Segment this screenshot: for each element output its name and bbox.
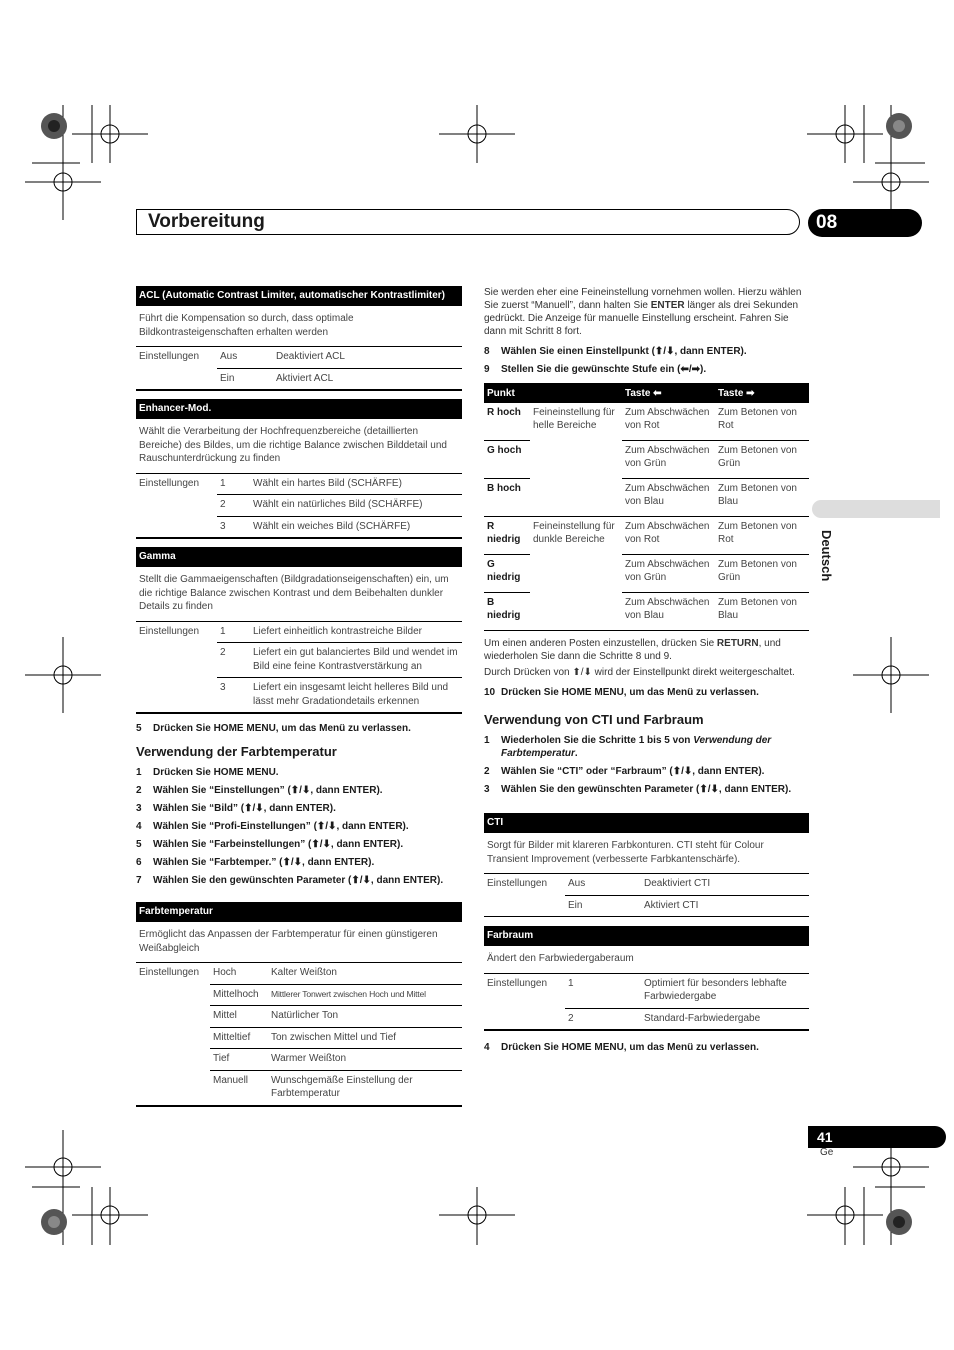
- right-column: [484, 286, 809, 1059]
- cti-step: 2 Wählen Sie “CTI” oder “Farbraum” (⬆/⬇, dann ENTER).: [484, 766, 765, 777]
- cti-title: CTI: [484, 813, 809, 833]
- farbraum-title: Farbraum: [484, 926, 809, 946]
- cti-settings-table: Einstellungen Aus Deaktiviert CTI Ein Aktiviert CTI: [484, 874, 809, 917]
- gamma-settings-table: Einstellungen 1 Liefert einheitlich kontrastreiche Bilder 2 Liefert ein gut balanciertes Bild und wendet im Bild eine feine Kontrastverstärkung an 3 Liefert ein insgesamt leicht helleres Bild und lässt mehr Gradationdetails erkennen: [136, 622, 462, 715]
- acl-settings-table: Einstellungen Aus Deaktiviert ACL Ein Aktiviert ACL: [136, 347, 462, 391]
- acl-desc: Führt die Kompensation so durch, dass optimale Bildkontrasteigenschaften erhalten werden: [136, 306, 462, 347]
- gamma-title: Gamma: [136, 547, 462, 567]
- farb-step: 7 Wählen Sie den gewünschten Parameter (⬆/⬇, dann ENTER).: [136, 875, 444, 886]
- step-5: 5 Drücken Sie HOME MENU, um das Menü zu verlassen.: [136, 723, 411, 734]
- cti-step-1: 1 Wiederholen Sie die Schritte 1 bis 5 von Verwendung der Farbtemperatur.: [484, 735, 772, 759]
- farbraum-settings-table: Einstellungen 1 Optimiert für besonders lebhafte Farbwiedergabe 2 Standard-Farbwiedergabe: [484, 974, 809, 1032]
- farb-step: 1 Drücken Sie HOME MENU.: [136, 767, 279, 778]
- farb-step: 5 Wählen Sie “Farbeinstellungen” (⬆/⬇, dann ENTER).: [136, 839, 404, 850]
- enhancer-settings-table: Einstellungen 1 Wählt ein hartes Bild (SCHÄRFE) 2 Wählt ein natürliches Bild (SCHÄRFE) 3 Wählt ein weiches Bild (SCHÄRFE): [136, 474, 462, 540]
- return-note: Um einen anderen Posten einzustellen, drücken Sie RETURN, und wiederholen Sie dann die Schritte 8 und 9.: [484, 638, 781, 662]
- chapter-number: 08: [808, 209, 922, 237]
- farb-step: 3 Wählen Sie “Bild” (⬆/⬇, dann ENTER).: [136, 803, 336, 814]
- cti-step: 3 Wählen Sie den gewünschten Parameter (⬆/⬇, dann ENTER).: [484, 784, 792, 795]
- enhancer-title: Enhancer-Mod.: [136, 399, 462, 419]
- enhancer-desc: Wählt die Verarbeitung der Hochfrequenzbereiche (detaillierten Bereiche) des Bildes, um die richtige Balance zwischen Bilddetail und Rauschunterdrückung zu finden: [136, 419, 462, 474]
- punkt-table: Punkt Taste ⬅ Taste ➡ R hoch Feineinstellung für helle Bereiche Zum Abschwächen von Rot Zum Betonen von Rot G hoch Zum Abschwächen von Grün Zum Betonen von Grün B hoch Zum Abschwächen von Blau Zum Betonen von Blau R niedrig Feineinstellung für dunkle Bereiche Zum Abschwächen von Rot Zum Betonen von Rot G niedrig Zum Abschwächen von Grün Zum Betonen von Grün B niedrig Zum Abschwächen von Blau Zum Betonen von Blau: [484, 383, 809, 631]
- step-9: 9 Stellen Sie die gewünschte Stufe ein (⬅/➡).: [484, 364, 707, 375]
- farb-step: 2 Wählen Sie “Einstellungen” (⬆/⬇, dann ENTER).: [136, 785, 383, 796]
- left-column: [136, 286, 462, 1107]
- farbtemp-desc: Ermöglicht das Anpassen der Farbtemperatur für einen günstigeren Weißabgleich: [136, 922, 462, 963]
- step-10: 10 Drücken Sie HOME MENU, um das Menü zu verlassen.: [484, 687, 759, 698]
- manual-intro: Sie werden eher eine Feineinstellung vornehmen wollen. Hierzu wählen Sie zuerst “Manuell”, dann halten Sie ENTER länger als drei Sekunden gedrückt. Die Anzeige für manuelle Einstellung erscheint. Fahren Sie dann mit Schritt 8 fort.: [484, 287, 802, 337]
- step-4: 4 Drücken Sie HOME MENU, um das Menü zu verlassen.: [484, 1042, 759, 1053]
- step-8: 8 Wählen Sie einen Einstellpunkt (⬆/⬇, dann ENTER).: [484, 346, 747, 357]
- farbtemp-heading: Verwendung der Farbtemperatur: [136, 744, 337, 759]
- page-lang-code: Ge: [820, 1147, 834, 1158]
- language-tab: [812, 500, 940, 518]
- farbraum-desc: Ändert den Farbwiedergaberaum: [484, 946, 809, 974]
- acl-title: ACL (Automatic Contrast Limiter, automatischer Kontrastlimiter): [136, 286, 462, 306]
- gamma-desc: Stellt die Gammaeigenschaften (Bildgradationseigenschaften) ein, um die richtige Balance zwischen Kontrast und dem Beibehalten dunkler Details zu finden: [136, 567, 462, 622]
- cti-heading: Verwendung von CTI und Farbraum: [484, 712, 704, 727]
- page-number: 41: [808, 1126, 946, 1148]
- farb-step: 6 Wählen Sie “Farbtemper.” (⬆/⬇, dann ENTER).: [136, 857, 375, 868]
- cti-desc: Sorgt für Bilder mit klareren Farbkonturen. CTI steht für Colour Transient Improvement (verbesserte Farbkantenschärfe).: [484, 833, 809, 874]
- farbtemp-title: Farbtemperatur: [136, 902, 462, 922]
- page-title: Vorbereitung: [148, 211, 265, 232]
- farbtemp-settings-table: Einstellungen Hoch Kalter Weißton Mittelhoch Mittlerer Tonwert zwischen Hoch und Mittel Mittel Natürlicher Ton Mitteltief Ton zwischen Mittel und Tief Tief Warmer Weißton Manuell Wunschgemäße Einstellung der Farbtemperatur: [136, 963, 462, 1107]
- language-label: Deutsch: [819, 530, 834, 582]
- farb-step: 4 Wählen Sie “Profi-Einstellungen” (⬆/⬇, dann ENTER).: [136, 821, 409, 832]
- direct-note: Durch Drücken von ⬆/⬇ wird der Einstellpunkt direkt weitergeschaltet.: [484, 667, 795, 678]
